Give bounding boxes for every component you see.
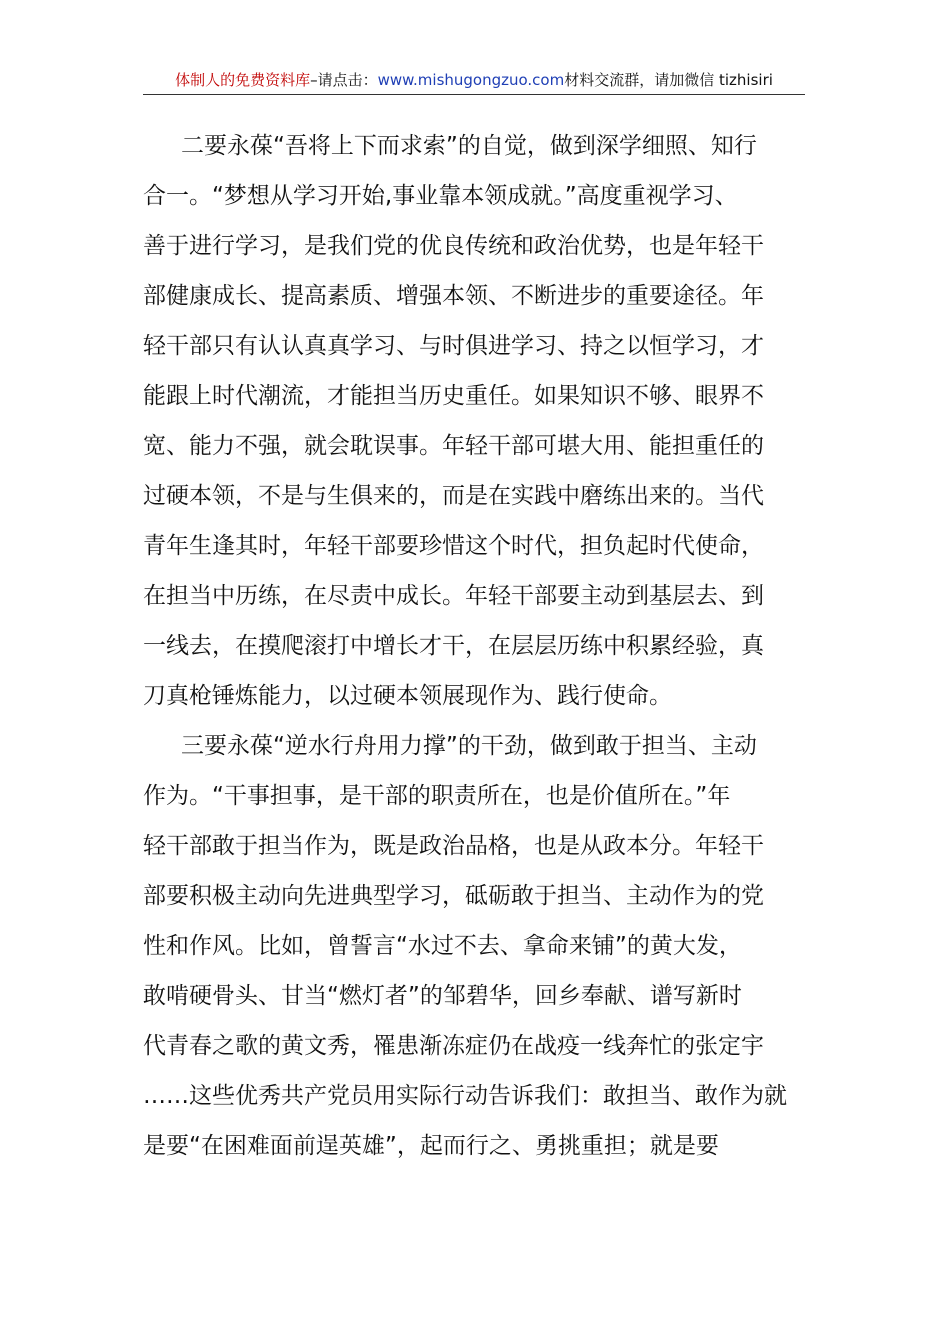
paragraph-line: 能跟上时代潮流，才能担当历史重任。如果知识不够、眼界不	[143, 383, 764, 409]
paragraph-line: 合一。“梦想从学习开始,事业靠本领成就。”高度重视学习、	[143, 183, 738, 209]
paragraph-line: 在担当中历练，在尽责中成长。年轻干部要主动到基层去、到	[143, 583, 764, 609]
paragraph-line: 二要永葆“吾将上下而求索”的自觉，做到深学细照、知行	[181, 133, 757, 159]
paragraph-line: 性和作风。比如，曾誓言“水过不去、拿命来铺”的黄大发，	[143, 933, 742, 959]
paragraph-line: 代青春之歌的黄文秀，罹患渐冻症仍在战疫一线奔忙的张定宇	[143, 1033, 764, 1059]
paragraph-line: 作为。“干事担事，是干部的职责所在，也是价值所在。”年	[143, 783, 731, 809]
paragraph-line: 部健康成长、提高素质、增强本领、不断进步的重要途径。年	[143, 283, 764, 309]
header-contact-text: 材料交流群，请加微信 tizhisiri	[564, 71, 773, 89]
paragraph-line: 轻干部敢于担当作为，既是政治品格，也是从政本分。年轻干	[143, 833, 764, 859]
paragraph-line: 青年生逢其时，年轻干部要珍惜这个时代，担负起时代使命，	[143, 533, 764, 559]
document-body	[143, 121, 808, 1171]
paragraph-line: 宽、能力不强，就会耽误事。年轻干部可堪大用、能担重任的	[143, 433, 764, 459]
paragraph-line: 是要“在困难面前逞英雄”，起而行之、勇挑重担；就是要	[143, 1133, 719, 1159]
paragraph-line: 部要积极主动向先进典型学习，砥砺敢于担当、主动作为的党	[143, 883, 764, 909]
page-header	[143, 68, 805, 95]
paragraph-line: 三要永葆“逆水行舟用力撑”的干劲，做到敢于担当、主动	[181, 733, 757, 759]
header-separator: –请点击：	[310, 71, 378, 89]
paragraph-line: 轻干部只有认认真真学习、与时俱进学习、持之以恒学习，才	[143, 333, 764, 359]
paragraph-line: 刀真枪锤炼能力，以过硬本领展现作为、践行使命。	[143, 683, 672, 709]
header-brand: 体制人的免费资料库	[175, 71, 311, 89]
paragraph-line: 过硬本领，不是与生俱来的，而是在实践中磨练出来的。当代	[143, 483, 764, 509]
paragraph-line: 敢啃硬骨头、甘当“燃灯者”的邹碧华，回乡奉献、谱写新时	[143, 983, 742, 1009]
paragraph-line: ……这些优秀共产党员用实际行动告诉我们：敢担当、敢作为就	[143, 1083, 787, 1109]
paragraph-line: 善于进行学习，是我们党的优良传统和政治优势，也是年轻干	[143, 233, 764, 259]
paragraph-line: 一线去，在摸爬滚打中增长才干，在层层历练中积累经验，真	[143, 633, 764, 659]
header-url-link[interactable]: www.mishugongzuo.com	[377, 71, 565, 89]
